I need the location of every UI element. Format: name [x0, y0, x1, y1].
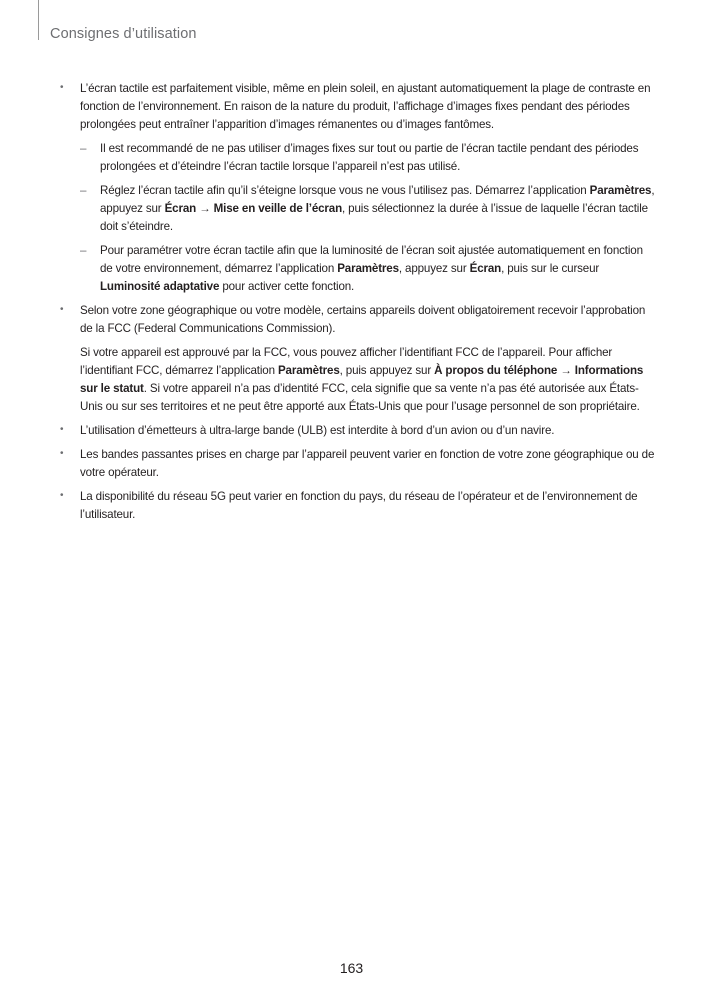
text-run: Les bandes passantes prises en charge par l’appareil peuvent varier en fonction de votre zone géographique ou de votre opérateur. — [80, 448, 655, 479]
sub-list-item — [80, 140, 655, 176]
text-run: Si votre appareil est approuvé par la FCC, vous pouvez afficher l’identifiant FCC de l’appareil. Pour afficher l’identifiant FCC, démarrez l’application — [80, 346, 613, 377]
text-run: , appuyez sur — [100, 184, 655, 215]
header-rule — [38, 0, 39, 40]
bullet-icon: • — [60, 304, 64, 315]
bullet-item — [60, 488, 655, 524]
ui-term: Paramètres — [589, 184, 652, 197]
text-run: , puis sur le curseur — [501, 262, 600, 275]
text-run: La disponibilité du réseau 5G peut varier en fonction du pays, du réseau de l’opérateur et de l’environnement de l’utilisateur. — [80, 490, 638, 521]
ui-term: Écran — [469, 262, 502, 275]
bullet-icon: • — [60, 490, 64, 501]
text-run: Il est recommandé de ne pas utiliser d’images fixes sur tout ou partie de l’écran tactile pendant des périodes prolongées et d’éteindre l’écran tactile lorsque l’appareil n’est pas utilisé. — [100, 142, 639, 173]
ui-term: Paramètres — [277, 364, 340, 377]
bullet-paragraph — [80, 80, 655, 134]
sub-list-text — [100, 242, 655, 296]
bullet-paragraph — [80, 302, 655, 338]
bullet-paragraph — [80, 446, 655, 482]
bullet-paragraph — [80, 344, 655, 416]
ui-term: Informations sur le statut — [80, 364, 644, 395]
text-run: . Si votre appareil n’a pas d’identité FCC, cela signifie que sa vente n’a pas été autorisée aux États-Unis ou sur ses territoires et ne peut être apporté aux États-Unis que pour l’usage personnel de son propriétaire. — [80, 382, 640, 413]
bullet-icon: • — [60, 424, 64, 435]
bullet-paragraph — [80, 422, 655, 440]
sub-list — [80, 140, 655, 296]
text-run: L’utilisation d’émetteurs à ultra-large bande (ULB) est interdite à bord d’un avion ou d’un navire. — [80, 424, 555, 437]
page-number: 163 — [339, 960, 364, 976]
sub-list-item — [80, 182, 655, 236]
text-run: L’écran tactile est parfaitement visible, même en plein soleil, en ajustant automatiquement la plage de contraste en fonction de l’environnement. En raison de la nature du produit, l’affichage d’images fixes pendant des périodes prolongées peut entraîner l’apparition d’images rémanentes ou d’images fantômes. — [80, 82, 651, 131]
bullet-icon: • — [60, 448, 64, 459]
text-run: , puis sélectionnez la durée à l’issue de laquelle l’écran tactile doit s’éteindre. — [100, 202, 648, 233]
ui-term: Paramètres — [337, 262, 399, 275]
text-run: pour activer cette fonction. — [219, 280, 355, 293]
ui-term: À propos du téléphone — [434, 364, 558, 377]
text-run: → — [557, 364, 575, 377]
ui-term: Mise en veille de l’écran — [213, 202, 343, 215]
sub-list-item — [80, 242, 655, 296]
bullet-paragraph — [80, 488, 655, 524]
bullet-icon: • — [60, 82, 64, 93]
section-title: Consignes d’utilisation — [50, 26, 197, 42]
text-run: , puis appuyez sur — [339, 364, 435, 377]
ui-term: Écran — [164, 202, 197, 215]
dash-icon: – — [80, 244, 87, 257]
text-run: Réglez l’écran tactile afin qu’il s’éteigne lorsque vous ne vous l’utilisez pas. Démarrez l’application — [100, 184, 590, 197]
text-run: , appuyez sur — [398, 262, 470, 275]
bullet-item — [60, 422, 655, 440]
dash-icon: – — [80, 142, 87, 155]
text-run: Selon votre zone géographique ou votre modèle, certains appareils doivent obligatoirement recevoir l’approbation de la FCC (Federal Communications Commission). — [80, 304, 646, 335]
bullet-item — [60, 302, 655, 416]
ui-term: Luminosité adaptative — [100, 280, 220, 293]
text-run: → — [196, 202, 214, 215]
text-run: Pour paramétrer votre écran tactile afin que la luminosité de l’écran soit ajustée automatiquement en fonction de votre environnement, démarrez l’application — [100, 244, 643, 275]
bullet-list — [60, 80, 655, 530]
sub-list-text — [100, 140, 655, 176]
dash-icon: – — [80, 184, 87, 197]
sub-list-text — [100, 182, 655, 236]
bullet-item — [60, 446, 655, 482]
bullet-item — [60, 80, 655, 296]
